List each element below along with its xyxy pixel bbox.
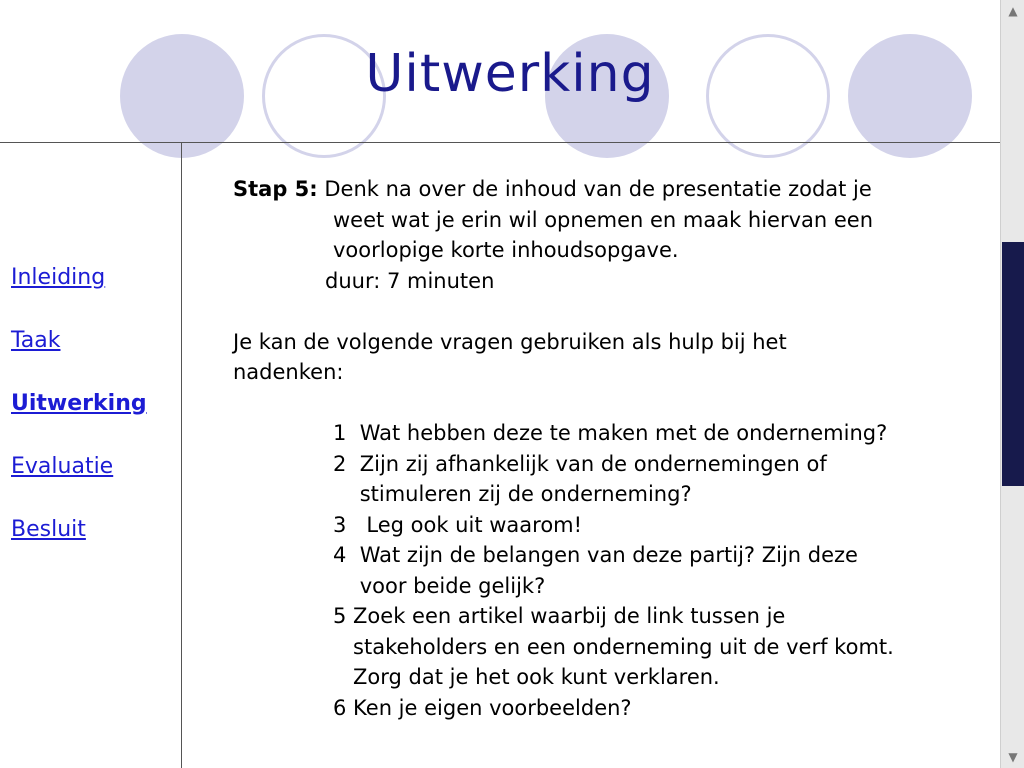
question-number: 6 [333,695,354,720]
scroll-down-button[interactable] [1001,746,1024,768]
question-number: 2 [333,451,360,476]
question-list [233,418,973,723]
question-item [333,693,973,724]
intro-text-2: nadenken: [233,360,344,384]
question-line: Ken je eigen voorbeelden? [353,695,632,720]
step-line-1 [233,174,973,205]
question-number: 4 [333,543,360,567]
nav-link-inleiding[interactable]: Inleiding [11,265,106,290]
sidebar-divider [181,142,182,768]
question-text [366,510,973,541]
nav-link-evaluatie[interactable]: Evaluatie [11,454,114,479]
question-line: Leg ook uit waarom! [366,512,583,537]
nav-link-besluit[interactable]: Besluit [11,517,86,542]
question-line: stakeholders en een onderneming uit de verf komt. [353,634,894,659]
decor-circle-1 [120,34,244,158]
scrollbar-thumb[interactable] [1002,242,1024,486]
triangle-down-icon: ▼ [1008,750,1018,764]
header-divider [0,142,1000,143]
vertical-scrollbar[interactable] [1000,0,1024,768]
nav-link-uitwerking[interactable]: Uitwerking [11,391,147,416]
question-item [333,540,973,601]
step-text-1: Denk na over de inhoud van de presentatie zodat je [324,177,872,201]
sidebar-nav [11,263,176,578]
question-item [333,601,973,693]
question-number: 3 [333,512,367,537]
decor-circle-4 [706,34,830,158]
triangle-up-icon: ▲ [1008,4,1018,18]
question-item [333,510,973,541]
step-text-3: voorlopige korte inhoudsopgave. [333,238,679,262]
page-title: Uitwerking [365,44,655,104]
spacer [233,388,973,419]
question-item [333,418,973,449]
question-line: stimuleren zij de onderneming? [359,482,692,506]
step-text-2: weet wat je erin wil opnemen en maak hiervan een [333,207,874,232]
main-content [233,174,973,723]
question-line: voor beide gelijk? [359,573,546,598]
question-text [360,540,973,601]
spacer [233,296,973,327]
question-number: 1 [333,421,360,445]
question-item [333,449,973,510]
question-line: Zijn zij afhankelijk van de ondernemingen of [359,451,827,476]
question-number: 5 [333,604,354,628]
question-line: Zoek een artikel waarbij de link tussen je [353,604,786,628]
scroll-up-button[interactable] [1001,0,1024,22]
question-line: Wat hebben deze te maken met de onderneming? [359,421,888,445]
step-label: Stap 5: [233,177,318,201]
question-text [353,693,973,724]
question-text [360,449,973,510]
decor-circle-5 [848,34,972,158]
duration-text: duur: 7 minuten [325,268,495,293]
question-line: Zorg dat je het ook kunt verklaren. [353,665,720,689]
nav-link-taak[interactable]: Taak [11,328,61,353]
question-line: Wat zijn de belangen van deze partij? Zijn deze [359,543,858,567]
question-text [353,601,973,693]
question-text [360,418,973,449]
intro-text-1: Je kan de volgende vragen gebruiken als hulp bij het [233,329,787,354]
